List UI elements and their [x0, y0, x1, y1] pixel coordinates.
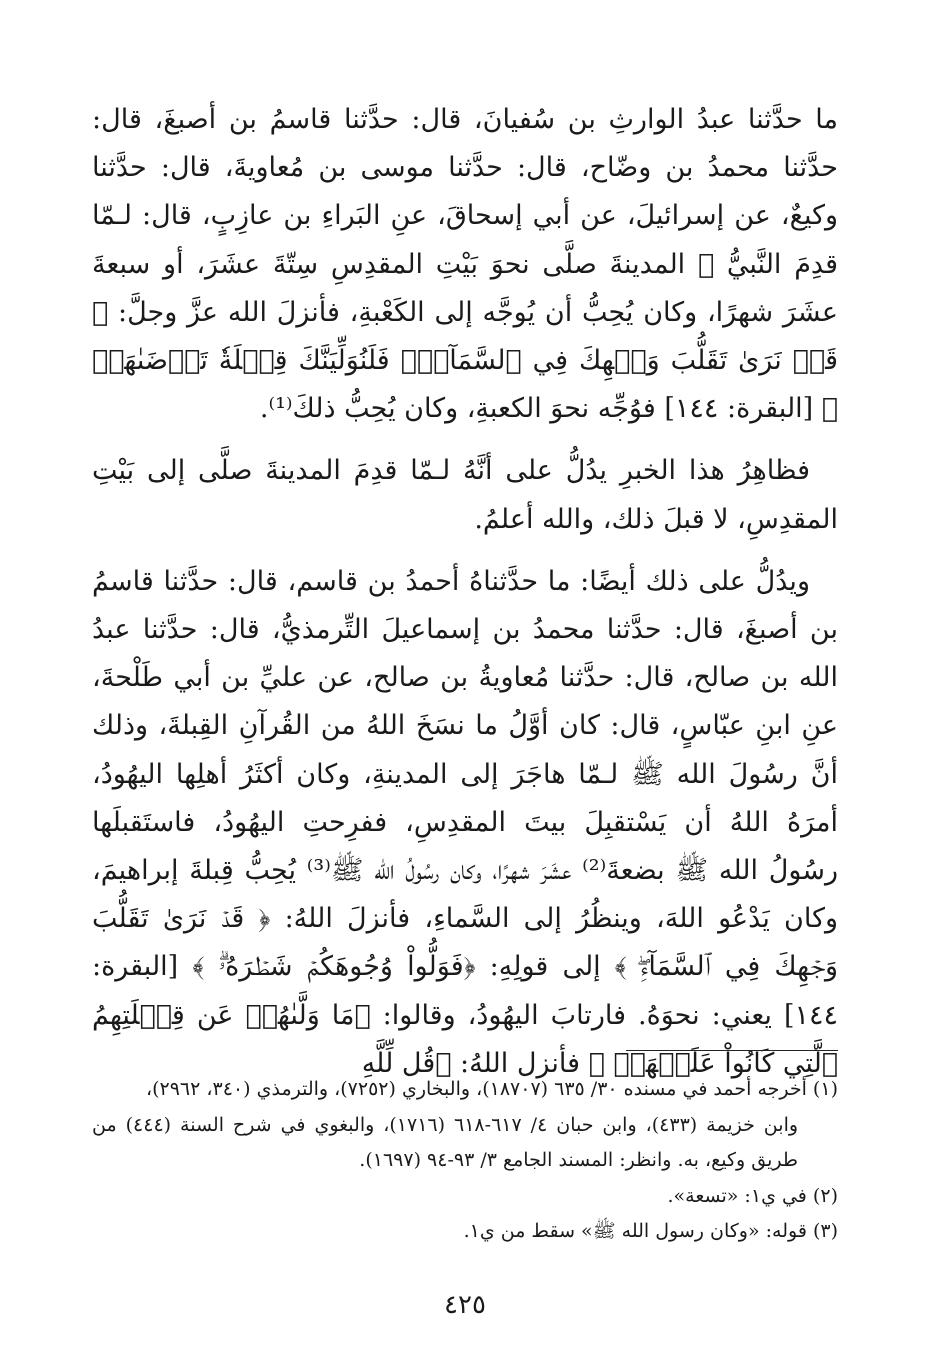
- footnote-3: [92, 1214, 838, 1250]
- footnote-2: [92, 1179, 838, 1215]
- paragraph-2: فظاهِرُ هذا الخبرِ يدُلُّ على أنَّهُ لـمّا قدِمَ المدينةَ صلَّى إلى بَيْتِ المقدِسِ، لا قبلَ ذلك، والله أعلمُ.: [92, 455, 838, 535]
- paragraph-1: ما حدَّثنا عبدُ الوارثِ بن سُفيانَ، قال: حدَّثنا قاسمُ بن أصبغَ، قال: حدَّثنا محمدُ بن وضّاح، قال: حدَّثنا موسى بن مُعاويةَ، قال: حدَّثنا وكيعٌ، عن إسرائيلَ، عن أبي إسحاقَ، عنِ البَراءِ بن عازِبٍ، قال: لـمّا قدِمَ النَّبيُّ ﷺ المدينةَ صلَّى نحوَ بَيْتِ المقدِسِ سِتّةَ عشَرَ، أو سبعةَ عشَرَ شهرًا، وكان يُحِبُّ أن يُوجَّه إلى الكَعْبةِ، فأنزلَ الله عزَّ وجلَّ: ﴿ قَدۡ نَرَىٰ تَقَلُّبَ وَجۡهِكَ فِي ٱلسَّمَآءِۖ فَلَنُوَلِّيَنَّكَ قِبۡلَةٗ تَرۡضَىٰهَاۚ ﴾ [البقرة: ١٤٤] فوُجِّه نحوَ الكعبةِ، وكان يُحِبُّ ذلكَ⁽¹⁾.: [92, 104, 838, 425]
- footnote-1-rest: وابن خزيمة (٤٣٣)، وابن حبان ٤/ ٦١٧-٦١٨ (١٧١٦)، والبغوي في شرح السنة (٤٤٤) من طريق وكيع، به. وانظر: المسند الجامع ٣/ ٩٣-٩٤ (١٦٩٧).: [92, 1113, 799, 1171]
- footnotes: [92, 1072, 838, 1250]
- page-number: ٤٢٥: [444, 1290, 486, 1320]
- footnote-2-text: (٢) في ي١: «تسعة».: [667, 1184, 838, 1207]
- footnote-separator: [626, 1050, 838, 1051]
- footnote-1: [92, 1072, 838, 1179]
- footnote-1-first: (١) أخرجه أحمد في مسنده ٣٠/ ٦٣٥ (١٨٧٠٧)، والبخاري (٧٢٥٢)، والترمذي (٣٤٠، ٢٩٦٢)،: [145, 1078, 838, 1100]
- main-text: [92, 96, 838, 1088]
- paragraph-3: ويدُلُّ على ذلك أيضًا: ما حدَّثناهُ أحمدُ بن قاسم، قال: حدَّثنا قاسمُ بن أصبغَ، قال: حدَّثنا محمدُ بن إسماعيلَ التِّرمذيُّ، قال: حدَّثنا عبدُ الله بن صالح، قال: حدَّثنا مُعاويةُ بن صالح، عن عليِّ بن أبي طَلْحةَ، عنِ ابنِ عبّاسٍ، قال: كان أوَّلُ ما نسَخَ اللهُ من القُرآنِ القِبلةَ، وذلك أنَّ رسُولَ الله ﷺ لـمّا هاجَرَ إلى المدينةِ، وكان أكثَرُ أهلِها اليهُودُ، أمرَهُ اللهُ أن يَسْتقبِلَ بيتَ المقدِسِ، ففرِحتِ اليهُودُ، فاستَقبلَها رسُولُ الله ﷺ بضعةَ⁽²⁾ عشَرَ شهرًا، وكان رسُولُ الله ﷺ⁽³⁾ يُحِبُّ قِبلةَ إبراهيمَ، وكان يَدْعُو اللهَ، وينظُرُ إلى السَّماءِ، فأنزلَ اللهُ: ﴿ قَدۡ نَرَىٰ تَقَلُّبَ وَجۡهِكَ فِي ٱلسَّمَآءِۖ ﴾ إلى قولِهِ: ﴿فَوَلُّواْ وُجُوهَكُمۡ شَطۡرَهُۥۗ ﴾ [البقرة: ١٤٤] يعني: نحوَهُ. فارتابَ اليهُودُ، وقالوا: ﴿مَا وَلَّىٰهُمۡ عَن قِبۡلَتِهِمُ ٱلَّتِي كَانُواْ عَلَيۡهَاۚ ﴾ فأنزل اللهُ: ﴿قُل لِّلَّهِ: [92, 565, 838, 1079]
- footnote-3-text: (٣) قوله: «وكان رسول الله ﷺ» سقط من ي١.: [463, 1220, 838, 1242]
